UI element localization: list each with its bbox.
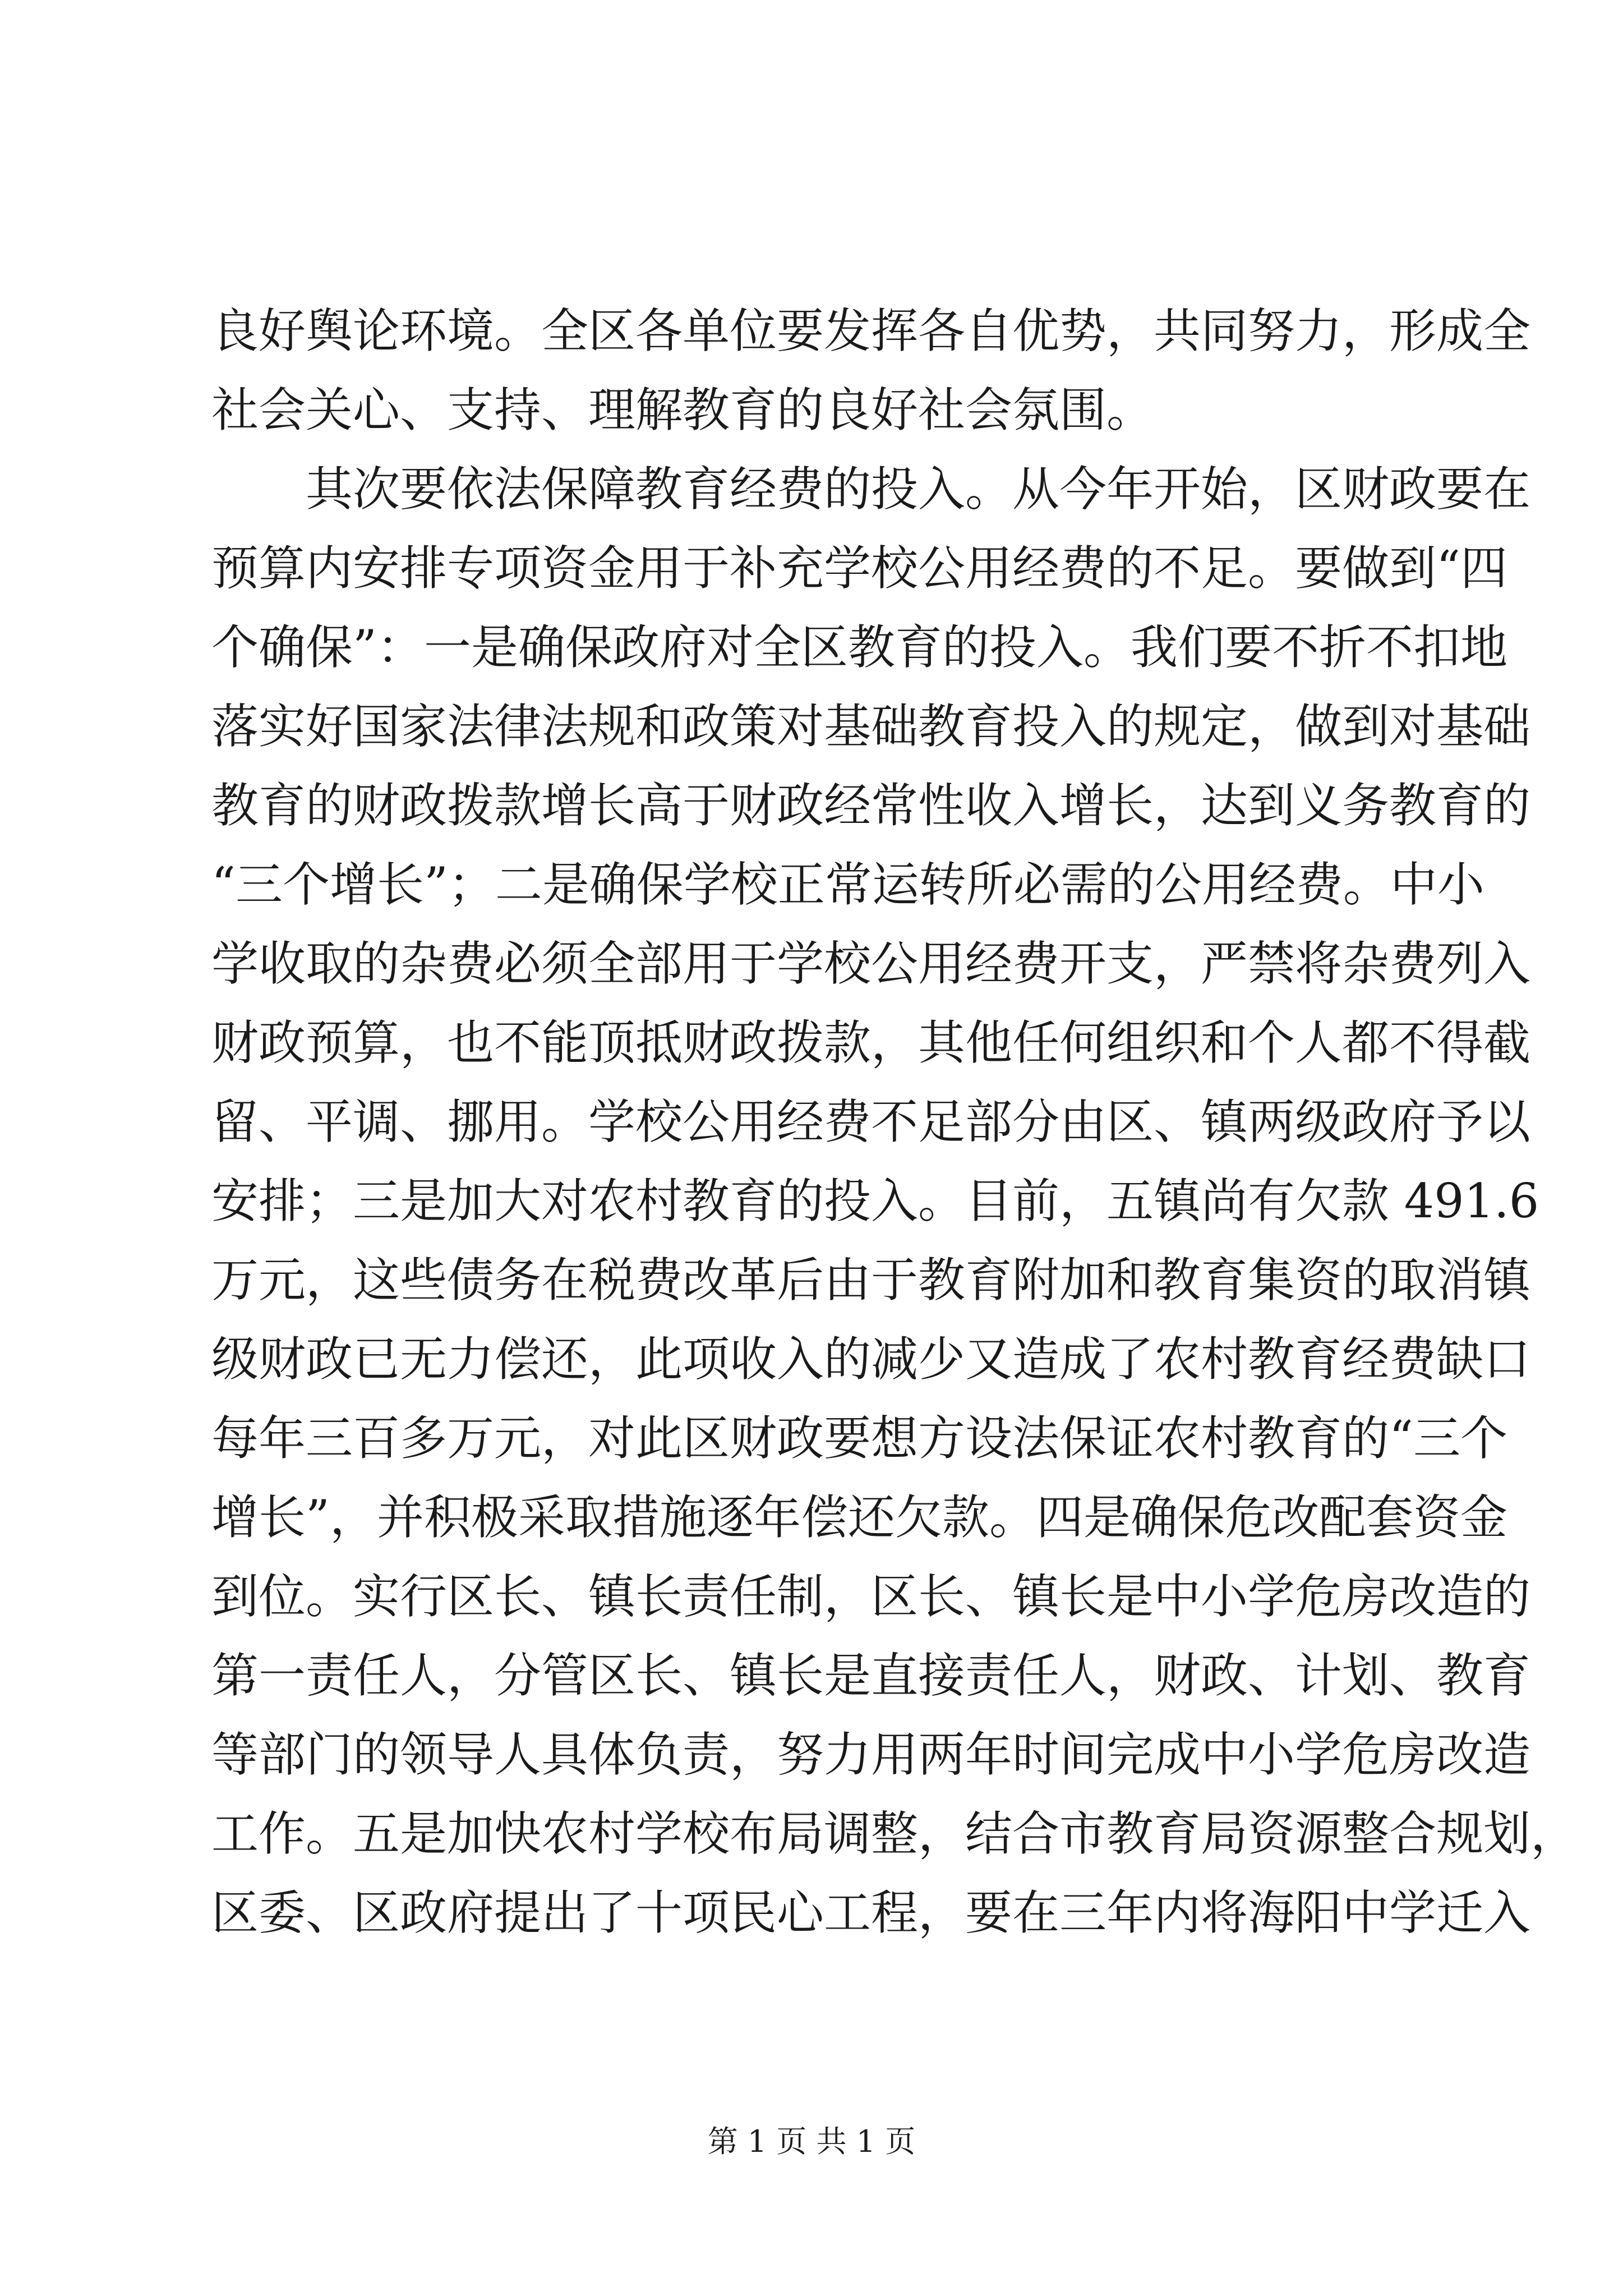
text-line: 级财政已无力偿还，此项收入的减少又造成了农村教育经费缺口 (211, 1332, 1531, 1387)
text-line: 教育的财政拨款增长高于财政经常性收入增长，达到义务教育的 (211, 778, 1531, 833)
text-line: 良好舆论环境。全区各单位要发挥各自优势，共同努力，形成全 (211, 303, 1531, 358)
text-line: 工作。五是加快农村学校布局调整，结合市教育局资源整合规划， (211, 1806, 1578, 1861)
text-line: 等部门的领导人具体负责，努力用两年时间完成中小学危房改造 (211, 1727, 1531, 1782)
text-line: 万元，这些债务在税费改革后由于教育附加和教育集资的取消镇 (211, 1253, 1531, 1308)
text-line: 增长”，并积极采取措施逐年偿还欠款。四是确保危改配套资金 (211, 1490, 1507, 1545)
text-line: 个确保”：一是确保政府对全区教育的投入。我们要不折不扣地 (211, 620, 1507, 675)
document-body (211, 292, 1578, 1953)
text-line: 每年三百多万元，对此区财政要想方设法保证农村教育的“三个 (211, 1411, 1507, 1466)
text-line: 社会关心、支持、理解教育的良好社会氛围。 (211, 383, 1154, 438)
text-line: 安排；三是加大对农村教育的投入。目前，五镇尚有欠款 491.6 (211, 1174, 1539, 1228)
text-line: “三个增长”；二是确保学校正常运转所必需的公用经费。中小 (211, 857, 1484, 912)
text-line: 区委、区政府提出了十项民心工程，要在三年内将海阳中学迁入 (211, 1885, 1531, 1940)
text-line: 财政预算，也不能顶抵财政拨款，其他任何组织和个人都不得截 (211, 1015, 1531, 1070)
text-line: 落实好国家法律法规和政策对基础教育投入的规定，做到对基础 (211, 699, 1531, 754)
text-line: 预算内安排专项资金用于补充学校公用经费的不足。要做到“四 (211, 541, 1507, 596)
text-line: 第一责任人，分管区长、镇长是直接责任人，财政、计划、教育 (211, 1648, 1531, 1703)
text-line: 到位。实行区长、镇长责任制，区长、镇长是中小学危房改造的 (211, 1569, 1531, 1624)
text-line: 留、平调、挪用。学校公用经费不足部分由区、镇两级政府予以 (211, 1094, 1531, 1149)
text-line: 学收取的杂费必须全部用于学校公用经费开支，严禁将杂费列入 (211, 936, 1531, 991)
text-line: 其次要依法保障教育经费的投入。从今年开始，区财政要在 (306, 462, 1531, 517)
page-number-footer: 第 1 页 共 1 页 (707, 2124, 916, 2159)
